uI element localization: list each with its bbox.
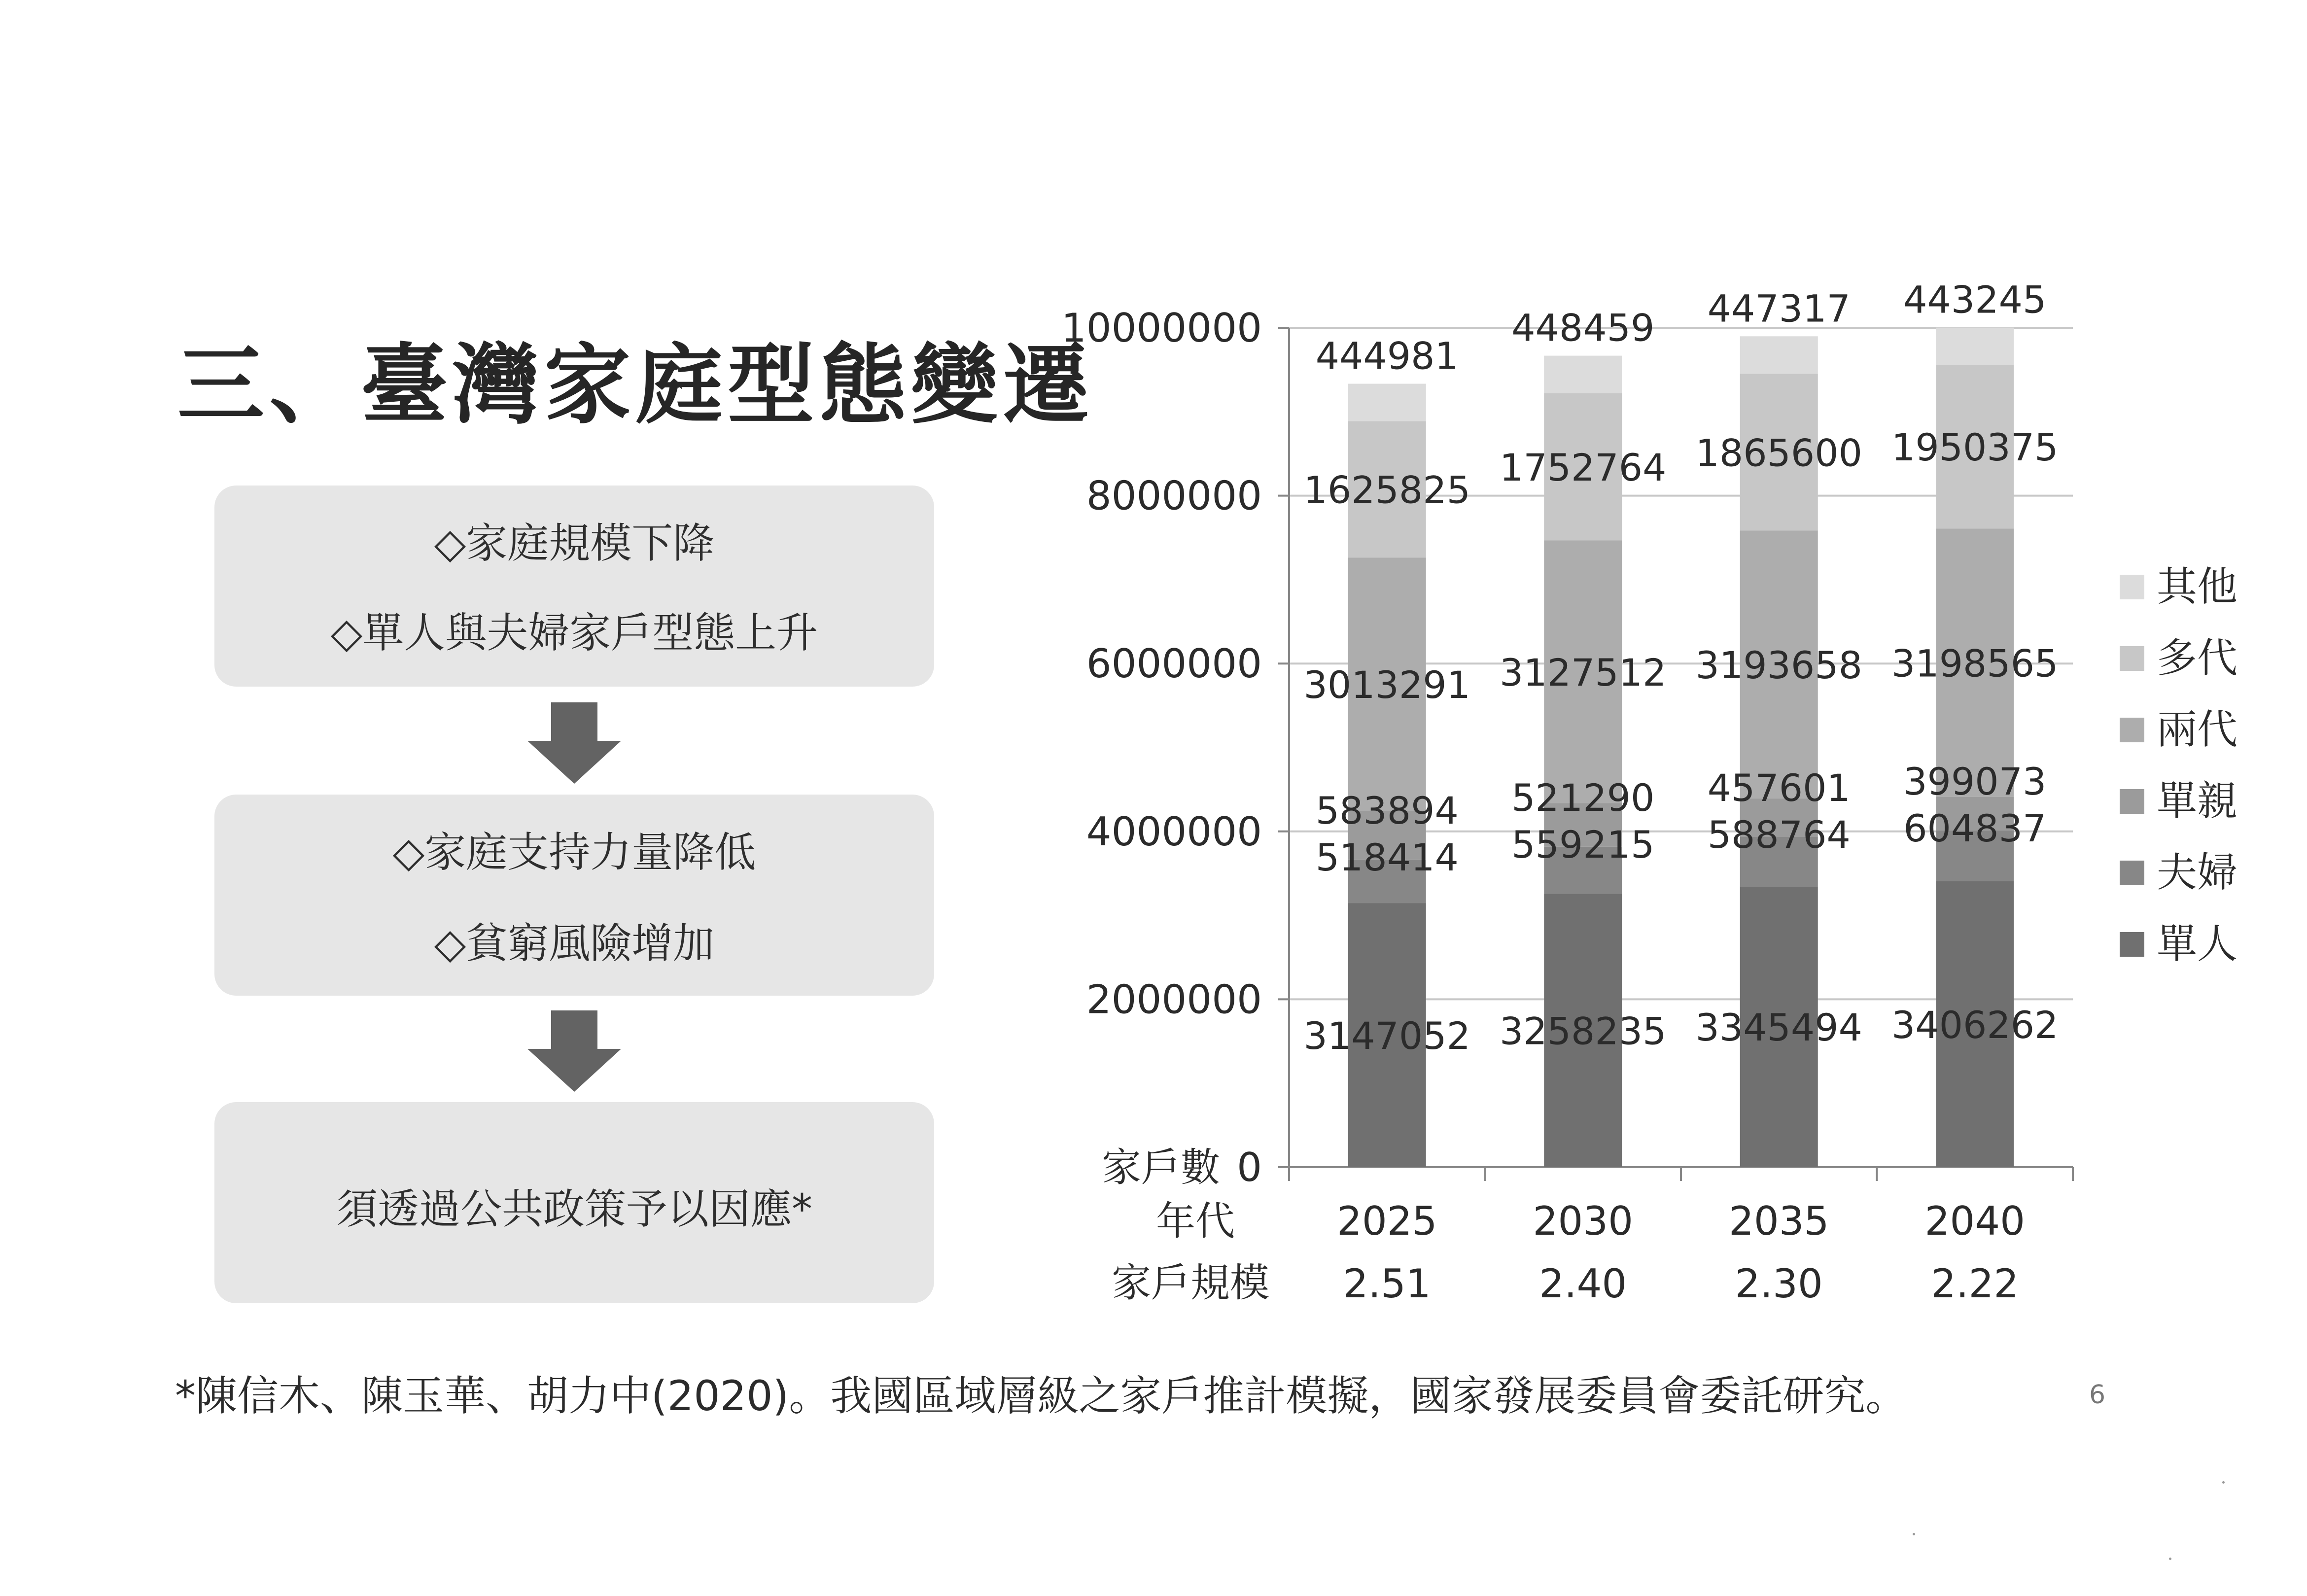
data-label: 3013291 [1303,662,1470,707]
scan-speck [1913,1533,1915,1535]
bar-segment-其他 [1544,356,1622,393]
data-label: 1752764 [1500,446,1667,490]
data-label: 1950375 [1891,425,2059,470]
flow-box-2-line-1: ◇家庭支持力量降低 [392,828,756,876]
legend-swatch-單人 [2120,932,2144,957]
y-tick-label: 6000000 [1086,641,1262,687]
flow-box-1-line-1: ◇家庭規模下降 [434,519,715,567]
data-label: 1865600 [1695,431,1862,475]
data-label: 444981 [1315,334,1459,378]
legend-label-多代: 多代 [2157,635,2238,682]
data-label: 583894 [1315,788,1459,833]
legend-label-單親: 單親 [2157,778,2238,825]
legend-swatch-夫婦 [2120,861,2144,885]
y-tick-label: 2000000 [1086,976,1262,1023]
data-label: 588764 [1707,812,1851,857]
legend-label-單人: 單人 [2157,921,2238,968]
household-size-value: 2.22 [1931,1261,2019,1307]
x-axis-label: 年代 [1156,1198,1235,1244]
scan-speck [2222,1481,2225,1484]
household-size-value: 2.40 [1539,1261,1627,1307]
data-label: 3258235 [1500,1009,1667,1053]
data-label: 3147052 [1303,1014,1470,1058]
data-label: 559215 [1511,822,1655,867]
data-label: 604837 [1903,806,2047,850]
household-size-value: 2.30 [1735,1261,1823,1307]
page-title: 三、臺灣家庭型態變遷 [177,335,1095,436]
scan-speck [2169,1558,2171,1560]
y-tick-label: 10000000 [1061,305,1262,351]
x-tick-label: 2035 [1728,1198,1829,1244]
data-label: 3127512 [1500,650,1667,694]
data-label: 518414 [1315,835,1459,879]
legend-label-夫婦: 夫婦 [2157,849,2238,896]
legend-swatch-單親 [2120,789,2144,814]
data-label: 399073 [1903,759,2047,803]
flow-box-2-line-2: ◇貧窮風險增加 [434,919,715,968]
bar-segment-其他 [1348,384,1426,421]
data-label: 1625825 [1303,468,1470,512]
legend-label-兩代: 兩代 [2157,706,2238,753]
flow-box-3-line-1: 須透過公共政策予以因應* [336,1185,812,1233]
data-label: 3193658 [1695,643,1862,688]
household-size-row-label: 家戶規模 [1112,1260,1269,1306]
bar-segment-其他 [1936,328,2014,365]
legend-swatch-兩代 [2120,718,2144,742]
data-label: 521290 [1511,775,1655,820]
data-label: 448459 [1511,306,1655,350]
x-tick-label: 2030 [1533,1198,1634,1244]
bar-segment-其他 [1740,336,1818,374]
y-tick-label: 8000000 [1086,473,1262,519]
household-size-value: 2.51 [1343,1261,1431,1307]
data-label: 447317 [1707,286,1851,331]
x-tick-label: 2025 [1336,1198,1437,1244]
legend-label-其他: 其他 [2157,563,2238,610]
y-tick-label: 4000000 [1086,808,1262,855]
data-label: 3406262 [1891,1003,2059,1047]
data-label: 443245 [1903,278,2047,322]
data-label: 3198565 [1891,641,2059,686]
citation: *陳信木、陳玉華、胡力中(2020)。我國區域層級之家戶推計模擬，國家發展委員會委託研究。 [175,1372,1907,1420]
data-label: 3345494 [1695,1006,1862,1050]
y-tick-label: 0 [1237,1145,1262,1190]
page-number: 6 [2089,1380,2106,1410]
y-axis-label: 家戶數 [1102,1145,1220,1190]
flow-box-1-line-2: ◇單人與夫婦家戶型態上升 [330,609,818,657]
data-label: 457601 [1707,765,1851,810]
x-tick-label: 2040 [1924,1198,2026,1244]
legend-swatch-其他 [2120,575,2144,599]
legend-swatch-多代 [2120,646,2144,671]
